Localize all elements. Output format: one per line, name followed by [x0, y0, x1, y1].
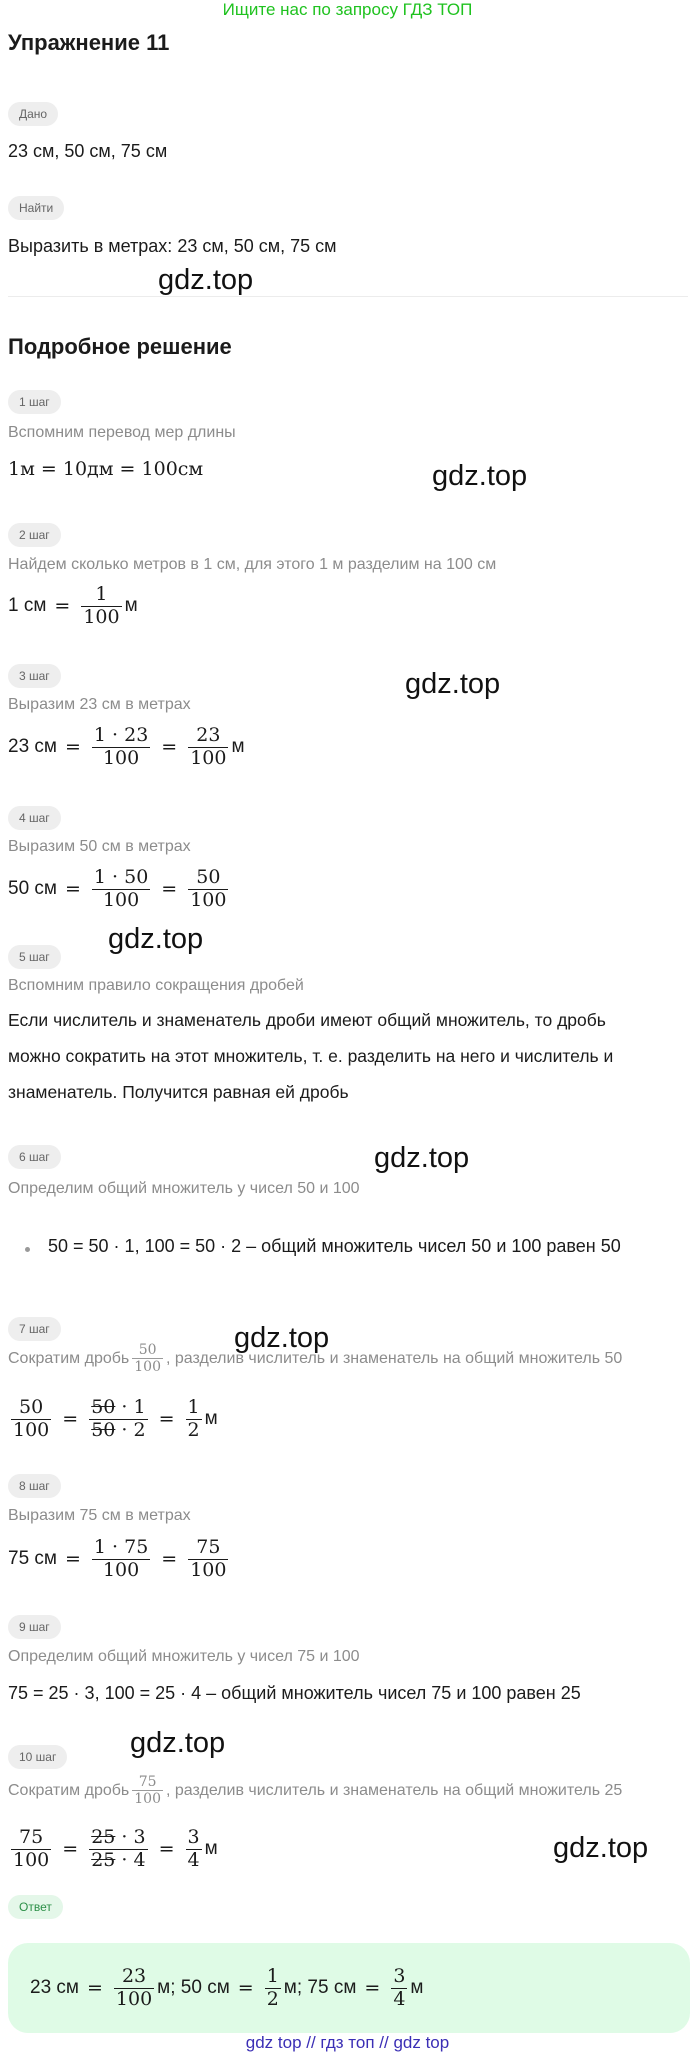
- answer-chip: Ответ: [8, 1895, 63, 1919]
- search-banner: Ищите нас по запросу ГДЗ ТОП: [222, 0, 473, 19]
- denominator: 100: [102, 888, 140, 911]
- step-4-desc: Выразим 50 см в метрах: [8, 838, 191, 855]
- step-8-lhs: 75 см: [8, 1548, 57, 1569]
- bullet-icon: [25, 1247, 30, 1252]
- step-2-desc: Найдем сколько метров в 1 см, для этого 1 м разделим на 100 см: [8, 556, 497, 573]
- step-8-desc: Выразим 75 см в метрах: [8, 1507, 191, 1524]
- step-10-chip: 10 шаг: [8, 1745, 67, 1769]
- given-text: 23 см, 50 см, 75 см: [8, 141, 168, 161]
- fraction: [11, 1827, 51, 1872]
- numerator: 1: [187, 1395, 200, 1418]
- step-8-equation: [8, 1530, 231, 1588]
- step-9-chip: 9 шаг: [8, 1615, 61, 1639]
- step-8-chip: 8 шаг: [8, 1474, 61, 1498]
- cancelled-factor: 50: [91, 1418, 116, 1441]
- solution-heading: Подробное решение: [8, 334, 232, 359]
- exercise-title: Упражнение 11: [8, 30, 170, 55]
- step-2-lhs: 1 см: [8, 595, 47, 616]
- cancelled-factor: 50: [91, 1395, 116, 1418]
- desc-text: , разделив числитель и знаменатель на общий множитель 25: [165, 1781, 623, 1799]
- watermark: gdz.top: [553, 1832, 649, 1864]
- equals-sign: =: [161, 736, 178, 758]
- step-5-rule: [8, 1002, 678, 1110]
- step-1-formula: 1м = 10дм = 100см: [8, 458, 204, 480]
- numerator: 1 · 75: [93, 1535, 149, 1558]
- step-2-chip: 2 шаг: [8, 523, 61, 547]
- numerator: 1 · 23: [93, 723, 149, 746]
- rule-line: можно сократить на этот множитель, т. е. разделить на него и числитель и: [8, 1046, 614, 1066]
- answer-text: м; 75 см: [283, 1977, 357, 1998]
- denominator: 100: [13, 1418, 50, 1441]
- fraction: [265, 1966, 281, 2011]
- denominator: 100: [115, 1987, 153, 2010]
- fraction: [89, 1397, 147, 1442]
- fraction: [92, 867, 150, 912]
- denominator: [89, 1850, 147, 1872]
- watermark: gdz.top: [130, 1727, 226, 1759]
- denominator: 100: [190, 888, 227, 911]
- equals-sign: =: [64, 736, 81, 758]
- numerator: 1: [81, 584, 121, 607]
- factor: · 4: [115, 1848, 146, 1871]
- watermark: gdz.top: [405, 668, 501, 700]
- denominator: [89, 1420, 147, 1442]
- denominator: 4: [187, 1848, 200, 1871]
- equals-sign: =: [158, 1838, 175, 1860]
- step-4-lhs: 50 см: [8, 878, 57, 899]
- equals-sign: =: [158, 1408, 175, 1430]
- fraction: [92, 1537, 150, 1582]
- numerator: 50: [11, 1397, 51, 1420]
- answer-text: м; 50 см: [157, 1977, 230, 1998]
- denominator: 4: [393, 1987, 406, 2010]
- step-3-equation: [8, 718, 245, 776]
- step-7-desc: [8, 1342, 622, 1375]
- fraction: [391, 1966, 407, 2011]
- denominator: 100: [13, 1848, 50, 1871]
- fraction: [188, 867, 228, 912]
- denominator: 100: [134, 1359, 161, 1376]
- denominator: 100: [190, 746, 227, 769]
- step-4-equation: [8, 860, 231, 918]
- numerator: 75: [188, 1537, 228, 1560]
- numerator: 23: [114, 1966, 154, 1989]
- numerator: 75: [132, 1774, 163, 1791]
- step-6-desc: Определим общий множитель у чисел 50 и 100: [8, 1180, 360, 1197]
- desc-text: Сократим дробь: [8, 1349, 130, 1367]
- equals-sign: =: [364, 1977, 381, 1999]
- watermark: gdz.top: [108, 923, 204, 955]
- denominator: 100: [134, 1791, 161, 1808]
- denominator: 2: [187, 1418, 200, 1441]
- watermark: gdz.top: [234, 1322, 330, 1354]
- section-divider: [8, 296, 688, 297]
- numerator: 1: [266, 1964, 279, 1987]
- watermark: gdz.top: [432, 460, 528, 492]
- numerator: 75: [11, 1827, 51, 1850]
- equals-sign: =: [62, 1408, 79, 1430]
- step-5-desc: Вспомним правило сокращения дробей: [8, 977, 304, 994]
- numerator: 50: [132, 1342, 163, 1359]
- step-1-chip: 1 шаг: [8, 390, 61, 414]
- rule-line: знаменатель. Получится равная ей дробь: [8, 1082, 349, 1102]
- equals-sign: =: [54, 595, 71, 617]
- step-10-desc: [8, 1774, 622, 1807]
- factor: · 3: [115, 1825, 146, 1848]
- step-10-equation: [8, 1820, 218, 1878]
- unit: м: [204, 1408, 218, 1429]
- step-7-chip: 7 шаг: [8, 1317, 61, 1341]
- step-3-desc: Выразим 23 см в метрах: [8, 696, 191, 713]
- equals-sign: =: [64, 878, 81, 900]
- step-1-desc: Вспомним перевод мер длины: [8, 424, 236, 441]
- find-text: Выразить в метрах: 23 см, 50 см, 75 см: [8, 236, 337, 256]
- unit: м: [231, 736, 245, 757]
- step-6-bullet-text: 50 = 50 · 1, 100 = 50 · 2 – общий множитель чисел 50 и 100 равен 50: [48, 1236, 621, 1256]
- equals-sign: =: [237, 1977, 254, 1999]
- fraction: [186, 1397, 202, 1442]
- given-chip: Дано: [8, 102, 58, 126]
- numerator: 23: [188, 725, 228, 748]
- denominator: 2: [266, 1987, 279, 2010]
- denominator: 100: [102, 746, 140, 769]
- step-4-chip: 4 шаг: [8, 806, 61, 830]
- numerator: 3: [187, 1825, 200, 1848]
- fraction: [188, 1537, 228, 1582]
- find-chip: Найти: [8, 196, 64, 220]
- numerator: [89, 1827, 147, 1850]
- denominator: 100: [102, 1558, 140, 1581]
- factor: · 2: [115, 1418, 146, 1441]
- equals-sign: =: [161, 878, 178, 900]
- numerator: 1 · 50: [93, 865, 149, 888]
- answer-lhs: 23 см: [30, 1977, 79, 1998]
- equals-sign: =: [64, 1548, 81, 1570]
- fraction: [186, 1827, 202, 1872]
- denominator: 100: [190, 1558, 227, 1581]
- denominator: 100: [83, 605, 120, 628]
- fraction: [89, 1827, 147, 1872]
- fraction: [188, 725, 228, 770]
- desc-text: Сократим дробь: [8, 1781, 130, 1799]
- step-9-text: 75 = 25 · 3, 100 = 25 · 4 – общий множитель чисел 75 и 100 равен 25: [8, 1683, 581, 1703]
- unit: м: [204, 1838, 218, 1859]
- answer-equation: [30, 1959, 423, 2017]
- factor: · 1: [115, 1395, 146, 1418]
- equals-sign: =: [86, 1977, 103, 1999]
- rule-line: Если числитель и знаменатель дроби имеют общий множитель, то дробь: [8, 1010, 606, 1030]
- answer-text: м: [410, 1977, 424, 1998]
- step-5-chip: 5 шаг: [8, 945, 61, 969]
- numerator: 3: [393, 1964, 406, 1987]
- fraction: [81, 584, 121, 629]
- step-7-equation: [8, 1390, 218, 1448]
- fraction: [114, 1966, 154, 2011]
- equals-sign: =: [161, 1548, 178, 1570]
- numerator: 50: [188, 867, 228, 890]
- fraction: [92, 725, 150, 770]
- fraction: [132, 1774, 163, 1807]
- step-2-equation: [8, 578, 138, 634]
- numerator: [89, 1397, 147, 1420]
- step-9-desc: Определим общий множитель у чисел 75 и 100: [8, 1648, 360, 1665]
- step-3-chip: 3 шаг: [8, 664, 61, 688]
- unit: м: [124, 595, 138, 616]
- watermark: gdz.top: [374, 1142, 470, 1174]
- fraction: [132, 1342, 163, 1375]
- step-3-lhs: 23 см: [8, 736, 57, 757]
- desc-text: , разделив числитель и знаменатель на общий множитель 50: [165, 1349, 623, 1367]
- footer-links[interactable]: gdz top // гдз топ // gdz top: [245, 2033, 450, 2052]
- answer-box: [8, 1943, 690, 2033]
- equals-sign: =: [62, 1838, 79, 1860]
- step-6-chip: 6 шаг: [8, 1145, 61, 1169]
- fraction: [11, 1397, 51, 1442]
- watermark: gdz.top: [158, 264, 254, 296]
- cancelled-factor: 25: [91, 1825, 116, 1848]
- cancelled-factor: 25: [91, 1848, 116, 1871]
